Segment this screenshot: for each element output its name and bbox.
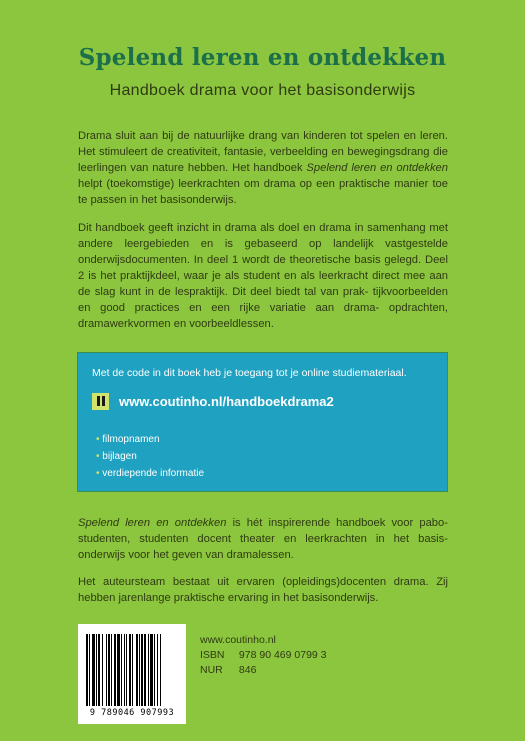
barcode (78, 624, 186, 724)
intro-line: en leren. Het stimuleert de creativiteit, fantasie, verbeelding en (78, 130, 448, 158)
isbn-value: 978 90 469 0799 3 (238, 649, 327, 661)
isbn-row (200, 648, 327, 663)
closing-line: studenten, studenten docent theater en leerkrachten in het basis- (78, 533, 448, 545)
authors-paragraph (78, 574, 448, 606)
body-line: opdrachten, dramawerkvormen en voorbeeldlessen. (78, 302, 448, 330)
online-items-list (96, 431, 204, 482)
intro-paragraph (78, 128, 448, 208)
online-url[interactable]: www.coutinho.nl/handboekdrama2 (119, 394, 334, 409)
online-url-row[interactable] (92, 393, 334, 410)
intro-line: bewegingsdrang die leerlingen van nature hebben. Het handboek (78, 146, 448, 174)
body-line: mee aan de slag kunt in de lespraktijk. Dit deel biedt tal van prak- (78, 270, 449, 298)
closing-paragraph (78, 515, 448, 563)
body-line: Dit handboek geeft inzicht in drama als doel en drama in samenhang (78, 222, 426, 234)
link-icon (92, 393, 109, 410)
body-line: met andere leergebieden en is gebaseerd op landelijk vastgestelde (78, 222, 448, 250)
intro-line: Drama sluit aan bij de natuurlijke drang van kinderen tot spelen (78, 130, 400, 142)
nur-value: 846 (238, 664, 257, 676)
list-item: • verdiepende informatie (96, 465, 204, 482)
body-paragraph (78, 220, 448, 332)
list-item: • filmopnamen (96, 431, 204, 448)
barcode-bars (84, 634, 180, 706)
authors-line: hebben jarenlange praktische ervaring in het basisonderwijs. (78, 592, 379, 604)
closing-line: is hét inspirerende handboek voor pabo- (232, 517, 448, 529)
publisher-website: www.coutinho.nl (200, 634, 276, 646)
intro-line: helpt (toekomstige) leerkrachten om (78, 178, 260, 190)
book-subtitle: Handboek drama voor het basisonderwijs (109, 82, 416, 99)
nur-row (200, 663, 327, 678)
list-item: • bijlagen (96, 448, 204, 465)
nur-label: NUR (200, 664, 223, 676)
closing-line: onderwijs voor het geven van dramalessen. (78, 549, 294, 561)
online-box-intro: Met de code in dit boek heb je toegang tot je online studiemateriaal. (92, 367, 407, 379)
authors-line: Het auteursteam bestaat uit ervaren (opleidings)docenten drama. Zij (78, 576, 448, 588)
intro-line: drama op een praktische manier toe te passen in het basisonderwijs. (78, 178, 449, 206)
body-line: tijkvoorbeelden en good practices en een rijke variatie aan drama- (78, 286, 449, 314)
barcode-number: 9 789046 907993 (89, 708, 175, 718)
publisher-info (200, 633, 327, 678)
isbn-label: ISBN (200, 649, 225, 661)
online-material-box (77, 352, 448, 492)
book-title: Spelend leren en ontdekken (78, 44, 447, 71)
body-line: onderwijsdocumenten. In deel 1 wordt de theoretische basis gelegd. (78, 254, 422, 266)
closing-italic-title: Spelend leren en ontdekken (78, 517, 227, 529)
intro-italic-title: Spelend leren en ontdekken (306, 162, 448, 174)
body-line: Deel 2 is het praktijkdeel, waar je als student en als leerkracht direct (78, 254, 449, 282)
